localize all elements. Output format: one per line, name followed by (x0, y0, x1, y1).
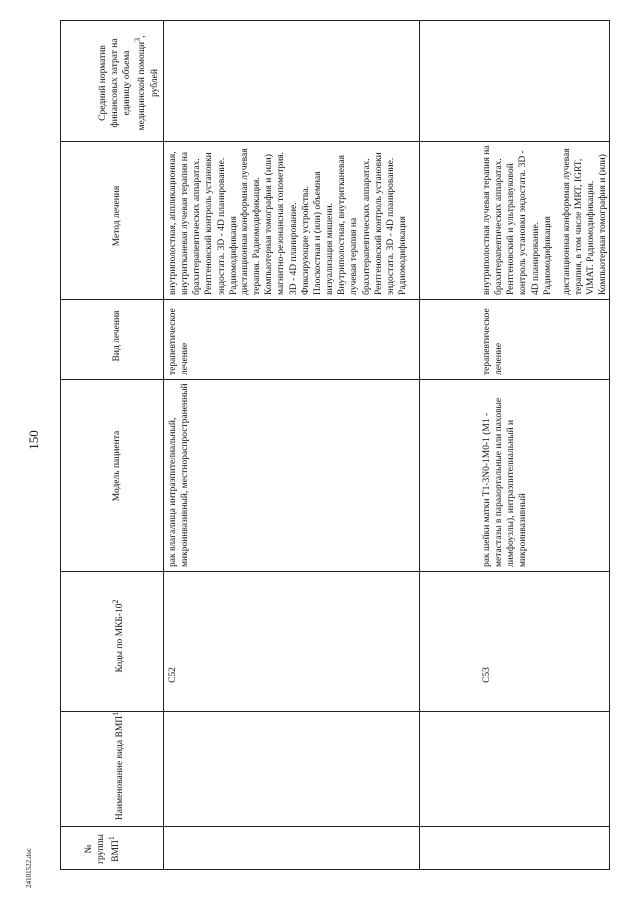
row1-method-2: дистанционная конформная лучевая терапия. Радиомодификация. Компьютерная томография и (или) магнитно-резонансная топометрия. 3D - 4D планирование. Фиксирующие устройства. Плоскостная и (или) объемная визуализация мишени. Внутриполостная, внутритканевая лучевая терапия на брахитерапевтических аппаратах. Рентгеновский контроль установки эндостата. 3D - 4D планирование. Радиомодификация (240, 148, 409, 295)
row2-icd-code: C53 (482, 667, 492, 683)
divider (61, 379, 609, 380)
divider (61, 711, 609, 712)
header-group-number-text: № группы ВМП$^1$ (84, 834, 122, 864)
divider (61, 826, 609, 827)
row2-patient-model: рак шейки матки T1-3N0-1M0-1 (M1 - метастазы в парааортальные или паховые лимфоузлы), интраэпителиальный и микроинвазивный (482, 397, 529, 567)
page-number: 150 (26, 430, 41, 450)
document-id: 24101522.doc (25, 848, 33, 888)
header-treatment-method-text: Метод лечения (112, 185, 122, 247)
divider (419, 21, 420, 869)
divider (163, 21, 164, 869)
divider (61, 141, 609, 142)
row1-treatment-type: терапевтическое лечение (168, 308, 191, 375)
row1-method-1: внутриполостная, аппликационная, внутритканевая лучевая терапия на брахитерапевтических аппаратах. Рентгеновский контроль установки эндостата. 3D - 4D планирование. Радиомодификация (168, 151, 239, 295)
header-patient-model-text: Модель пациента (112, 430, 122, 502)
row2-method-1: внутриполостная лучевая терапия на брахитерапевтических аппаратах. Рентгеновский и ультразвуковой контроль установки эндостата. 3D - 4D планирование. Радиомодификация (482, 145, 553, 295)
row2-method-2: дистанционная конформная лучевая терапия, в том числе IMRT, IGRT, ViMAT. Радиомодификация. Компьютерная томография и (или) (562, 148, 609, 295)
divider (61, 571, 609, 572)
divider (61, 299, 609, 300)
header-treatment-type-text: Вид лечения (112, 310, 122, 362)
header-vmp-name-text: Наименование вида ВМП$^1$ (111, 711, 126, 821)
row1-icd-code: C52 (168, 667, 178, 683)
header-avg-cost-text: Средний норматив финансовых затрат на единицу объема медицинской помощи$^3$, рублей (98, 35, 160, 131)
row1-patient-model: рак влагалища интраэпителиальный, микроинвазивный, местнораспространенный (168, 383, 191, 567)
row2-treatment-type: терапевтическое лечение (482, 308, 505, 375)
table-grid (60, 20, 610, 870)
header-icd-codes-text: Коды по МКБ-$10^2$ (111, 599, 126, 673)
